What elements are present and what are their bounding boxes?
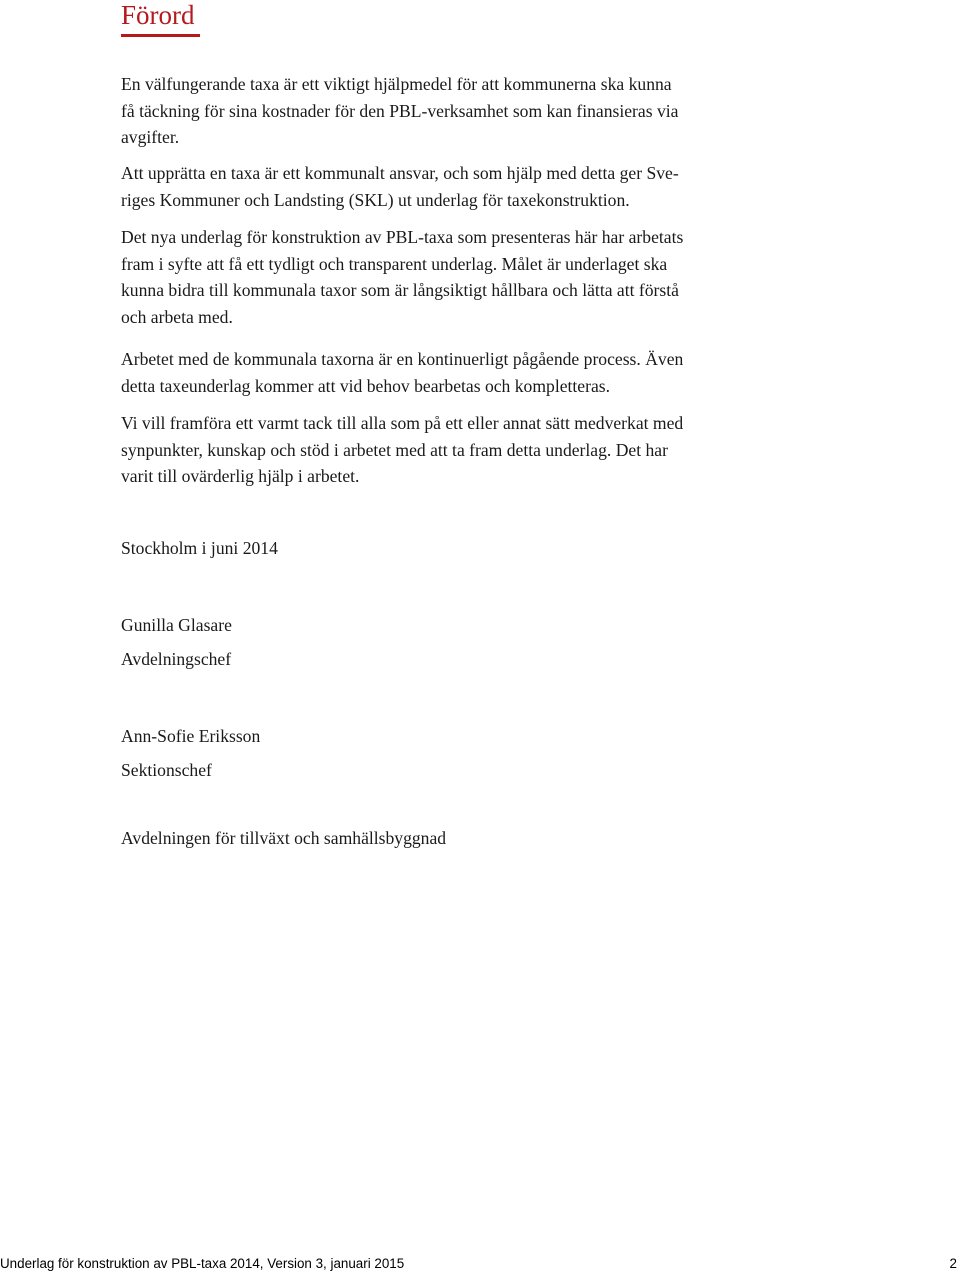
page-title: Förord bbox=[121, 0, 195, 30]
text-line: detta taxeunderlag kommer att vid behov bearbetas och kompletteras. bbox=[121, 375, 611, 396]
text-line: riges Kommuner och Landsting (SKL) ut underlag för taxekonstruktion. bbox=[121, 189, 630, 210]
text-line: kunna bidra till kommunala taxor som är långsiktigt hållbara och lätta att förstå bbox=[121, 280, 679, 300]
text-line: fram i syfte att få ett tydligt och transparent underlag. Målet är underlaget ska bbox=[121, 253, 668, 274]
footer-document-info: Underlag för konstruktion av PBL-taxa 2014, Version 3, januari 2015 bbox=[0, 1256, 405, 1271]
text-line: En välfungerande taxa är ett viktigt hjälpmedel för att kommunerna ska kunna bbox=[121, 74, 672, 94]
footer-page-number: 2 bbox=[949, 1256, 957, 1271]
text-line: Arbetet med de kommunala taxorna är en kontinuerligt pågående process. Även bbox=[121, 349, 684, 369]
signatory-title: Sektionschef bbox=[121, 760, 212, 780]
text-line: synpunkter, kunskap och stöd i arbetet med att ta fram detta underlag. Det har bbox=[121, 439, 668, 460]
text-line: och arbeta med. bbox=[121, 306, 233, 327]
text-line: Det nya underlag för konstruktion av PBL-taxa som presenteras här har arbetats bbox=[121, 227, 684, 247]
text-line: Att upprätta en taxa är ett kommunalt ansvar, och som hjälp med detta ger Sve- bbox=[121, 163, 679, 183]
signatory-name: Gunilla Glasare bbox=[121, 615, 232, 635]
text-line: avgifter. bbox=[121, 127, 180, 147]
place-date: Stockholm i juni 2014 bbox=[121, 538, 278, 558]
paragraph-thanks bbox=[121, 410, 771, 490]
paragraph-responsibility bbox=[121, 160, 771, 213]
title-underline bbox=[121, 34, 200, 37]
signatory-title: Avdelningschef bbox=[121, 649, 232, 669]
paragraph-process bbox=[121, 346, 771, 399]
text-line: Vi vill framföra ett varmt tack till alla som på ett eller annat sätt medverkat med bbox=[121, 413, 684, 433]
signatory-name: Ann-Sofie Eriksson bbox=[121, 726, 261, 746]
text-line: varit till ovärderlig hjälp i arbetet. bbox=[121, 466, 360, 486]
department-name: Avdelningen för tillväxt och samhällsbyggnad bbox=[121, 828, 447, 848]
paragraph-new-basis bbox=[121, 224, 771, 330]
paragraph-intro bbox=[121, 71, 771, 151]
text-line: få täckning för sina kostnader för den PBL-verksamhet som kan finansieras via bbox=[121, 100, 679, 121]
